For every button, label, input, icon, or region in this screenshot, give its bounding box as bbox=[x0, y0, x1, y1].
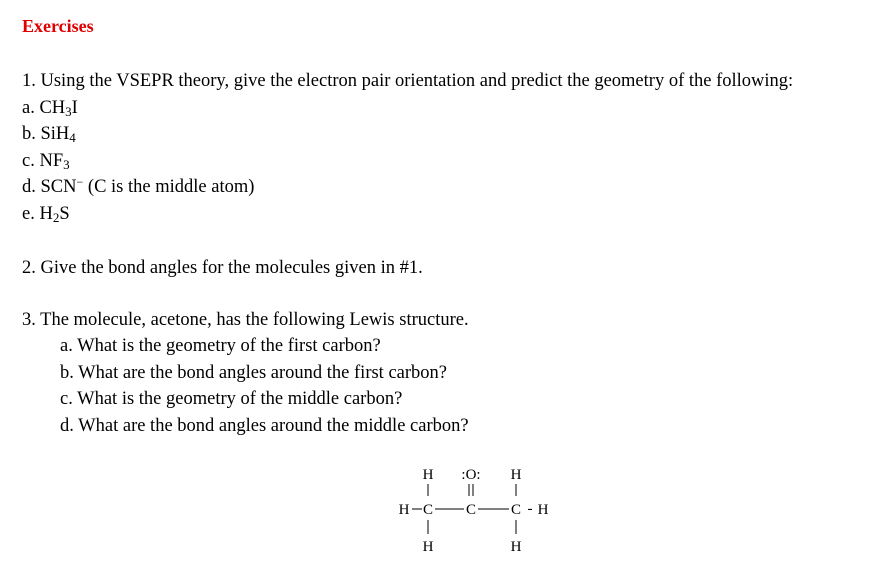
question-1-item-e: e. $H_2S$ bbox=[22, 204, 70, 225]
question-2-prompt: 2. Give the bond angles for the molecules given in #1. bbox=[22, 258, 423, 278]
bond-c3-h-dash: - bbox=[527, 501, 533, 517]
atom-h-top-left: H bbox=[422, 467, 434, 483]
atom-h-left: H bbox=[398, 502, 410, 518]
acetone-lewis-structure bbox=[390, 462, 570, 562]
page-heading: Exercises bbox=[22, 16, 94, 36]
atom-h-bottom-right: H bbox=[510, 539, 522, 555]
question-1-prompt: 1. Using the VSEPR theory, give the electron pair orientation and predict the geometry of the following: bbox=[22, 71, 794, 91]
question-3-part-d: d. What are the bond angles around the middle carbon? bbox=[60, 416, 469, 436]
question-3-part-a: a. What is the geometry of the first carbon? bbox=[60, 336, 381, 356]
atom-h-right: H bbox=[537, 502, 549, 518]
question-1-item-c: c. $NF_3$ bbox=[22, 151, 70, 172]
question-1-item-b: b. SiH$_4$ bbox=[22, 124, 76, 145]
atom-h-top-right: H bbox=[510, 467, 522, 483]
atom-oxygen: :O: bbox=[461, 467, 481, 483]
atom-h-bottom-left: H bbox=[422, 539, 434, 555]
question-3-part-c: c. What is the geometry of the middle carbon? bbox=[60, 389, 403, 409]
question-1-item-d: d. SCN− (C is the middle atom) bbox=[22, 175, 255, 197]
atom-carbon-1: C bbox=[422, 502, 434, 518]
atom-carbon-3: C bbox=[510, 502, 522, 518]
acetone-lewis-svg bbox=[390, 462, 570, 562]
question-3-prompt: 3. The molecule, acetone, has the following Lewis structure. bbox=[22, 310, 469, 330]
question-3-part-b: b. What are the bond angles around the first carbon? bbox=[60, 363, 447, 383]
atom-carbon-2: C bbox=[465, 502, 477, 518]
question-1-item-a: a. $CH_3I$ bbox=[22, 98, 78, 119]
